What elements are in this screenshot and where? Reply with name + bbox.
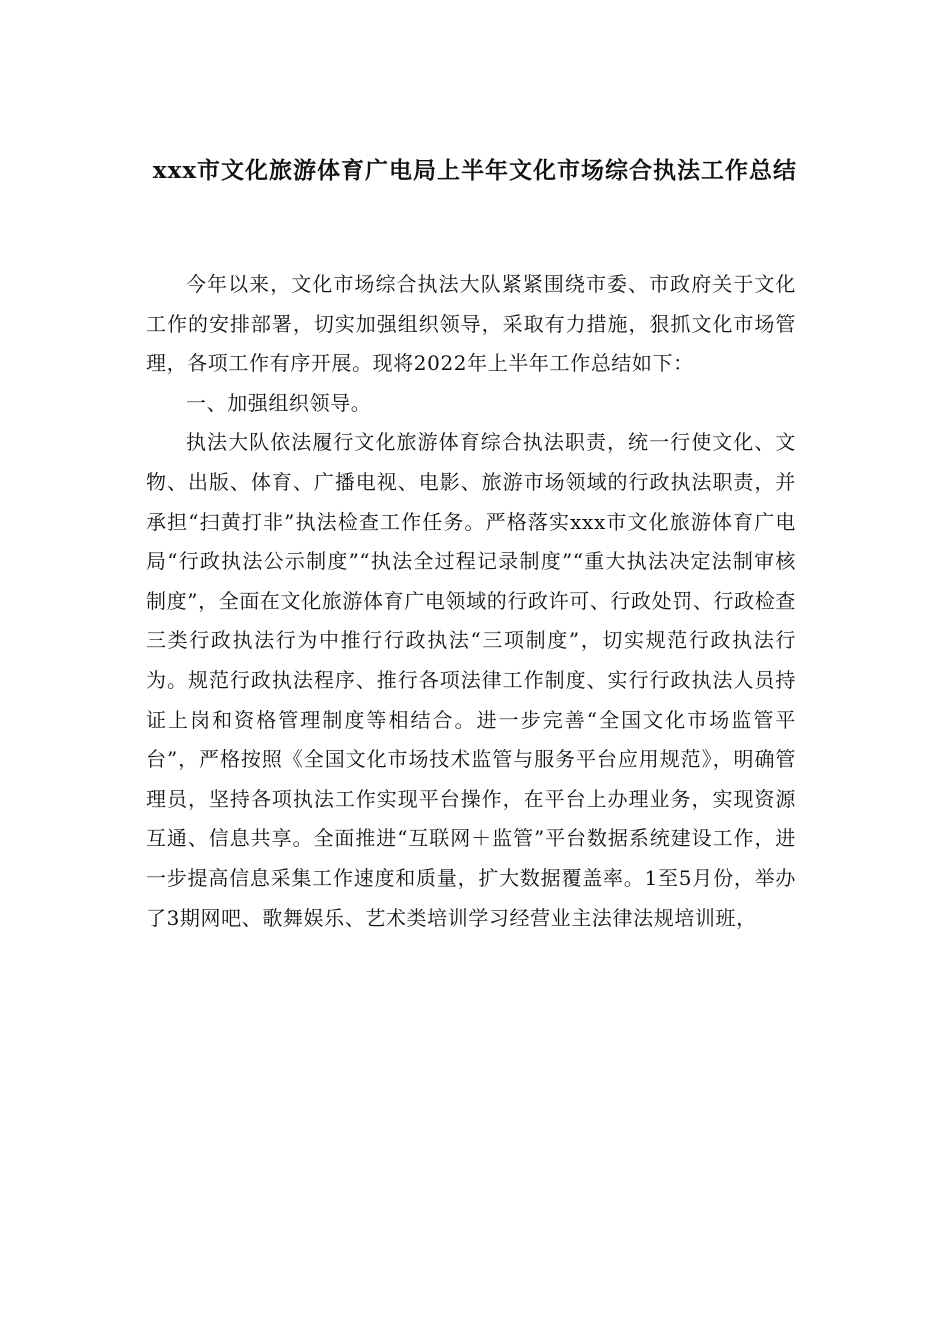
paragraph-section-1: 执法大队依法履行文化旅游体育综合执法职责，统一行使文化、文物、出版、体育、广播电视、电影、旅游市场领域的行政执法职责，并承担“扫黄打非”执法检查工作任务。严格落实xxx市文化旅游体育广电局“行政执法公示制度”“执法全过程记录制度”“重大执法决定法制审核制度”，全面在文化旅游体育广电领域的行政许可、行政处罚、行政检查三类行政执法行为中推行行政执法“三项制度”，切实规范行政执法行为。规范行政执法程序、推行各项法律工作制度、实行行政执法人员持证上岗和资格管理制度等相结合。进一步完善“全国文化市场监管平台”，严格按照《全国文化市场技术监管与服务平台应用规范》，明确管理员，坚持各项执法工作实现平台操作，在平台上办理业务，实现资源互通、信息共享。全面推进“互联网＋监管”平台数据系统建设工作，进一步提高信息采集工作速度和质量，扩大数据覆盖率。1至5月份，举办了3期网吧、歌舞娱乐、艺术类培训学习经营业主法律法规培训班，: [146, 430, 796, 930]
paragraph-intro: 今年以来，文化市场综合执法大队紧紧围绕市委、市政府关于文化工作的安排部署，切实加强组织领导，采取有力措施，狠抓文化市场管理，各项工作有序开展。现将2022年上半年工作总结如下：: [146, 272, 796, 376]
document-title: xxx市文化旅游体育广电局上半年文化市场综合执法工作总结: [152, 157, 798, 184]
section-heading-1: 一、加强组织领导。: [186, 390, 372, 415]
document-body: [146, 265, 796, 938]
